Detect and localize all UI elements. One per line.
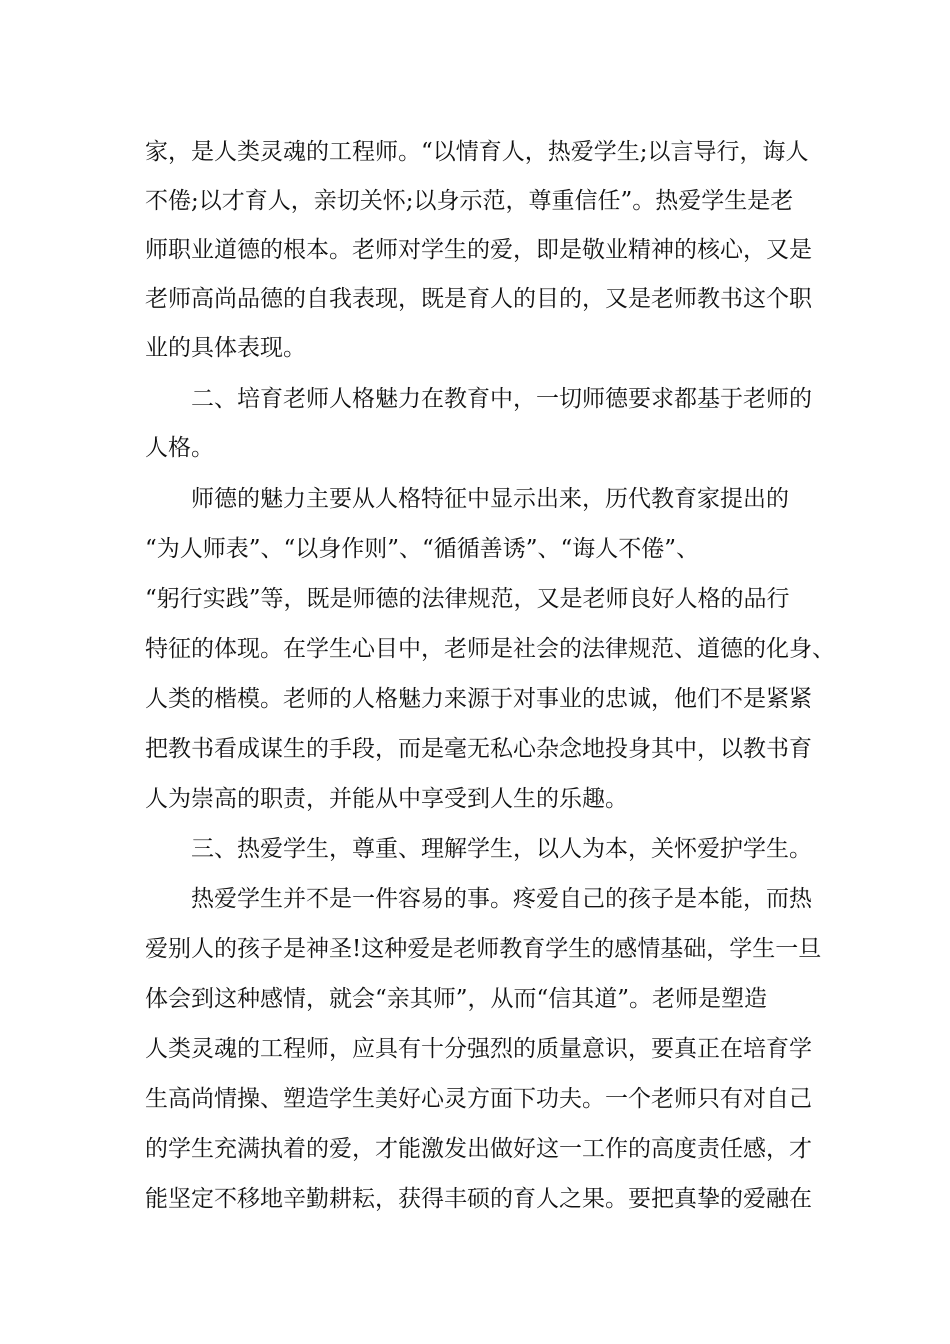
- text-line: 师职业道德的根本。老师对学生的爱，即是敬业精神的核心，又是: [145, 237, 812, 263]
- paragraph-start: 师德的魅力主要从人格特征中显示出来，历代教育家提出的: [191, 486, 789, 512]
- text-line: 人类的楷模。老师的人格魅力来源于对事业的忠诚，他们不是紧紧: [145, 686, 812, 712]
- text-line: 家，是人类灵魂的工程师。“以情育人，热爱学生;以言导行，诲人: [145, 139, 809, 165]
- text-line: “为人师表”、“以身作则”、“循循善诱”、“诲人不倦”、: [145, 536, 700, 562]
- text-line: 老师高尚品德的自我表现，既是育人的目的，又是老师教书这个职: [145, 286, 812, 312]
- text-line: 生高尚情操、塑造学生美好心灵方面下功夫。一个老师只有对自己: [145, 1086, 812, 1112]
- text-line: 爱别人的孩子是神圣!这种爱是老师教育学生的感情基础，学生一旦: [145, 936, 822, 962]
- text-line: 特征的体现。在学生心目中，老师是社会的法律规范、道德的化身、: [145, 636, 835, 662]
- text-line: 体会到这种感情，就会“亲其师”，从而“信其道”。老师是塑造: [145, 986, 768, 1012]
- text-line: 人类灵魂的工程师，应具有十分强烈的质量意识，要真正在培育学: [145, 1036, 812, 1062]
- section-heading: 二、培育老师人格魅力在教育中，一切师德要求都基于老师的: [191, 386, 812, 412]
- paragraph-start: 热爱学生并不是一件容易的事。疼爱自己的孩子是本能，而热: [191, 886, 812, 912]
- text-line: 的学生充满执着的爱，才能激发出做好这一工作的高度责任感，才: [145, 1136, 812, 1162]
- text-line: 能坚定不移地辛勤耕耘，获得丰硕的育人之果。要把真挚的爱融在: [145, 1186, 812, 1212]
- section-heading: 三、热爱学生，尊重、理解学生，以人为本，关怀爱护学生。: [191, 836, 812, 862]
- text-line: 人为崇高的职责，并能从中享受到人生的乐趣。: [145, 786, 628, 812]
- text-line: 把教书看成谋生的手段，而是毫无私心杂念地投身其中，以教书育: [145, 736, 812, 762]
- text-line: 业的具体表现。: [145, 335, 306, 361]
- text-line: 不倦;以才育人，亲切关怀;以身示范，尊重信任”。热爱学生是老: [145, 188, 794, 214]
- text-line: 人格。: [145, 435, 214, 461]
- text-line: “躬行实践”等，既是师德的法律规范，又是老师良好人格的品行: [145, 586, 790, 612]
